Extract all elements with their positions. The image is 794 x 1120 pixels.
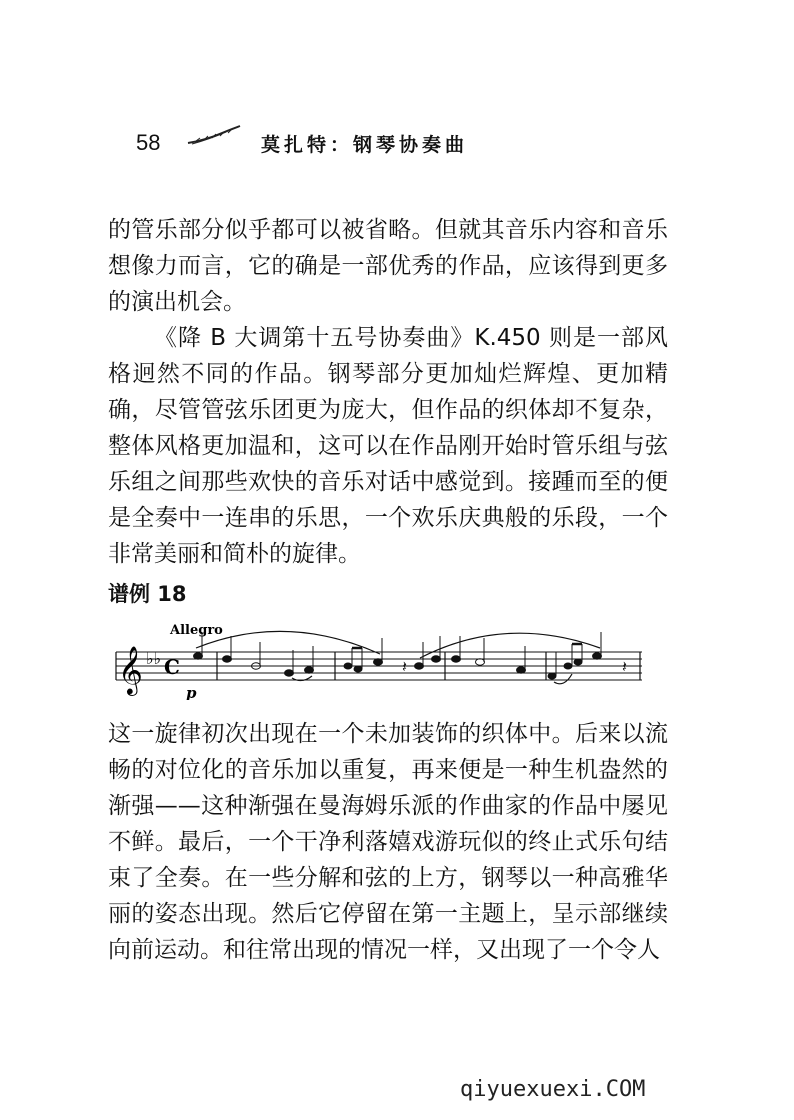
svg-text:𝄽: 𝄽: [622, 657, 627, 676]
tempo-marking: Allegro: [170, 623, 223, 638]
notes: [194, 632, 602, 679]
paragraph-3-block: [108, 716, 668, 968]
svg-text:𝄽: 𝄽: [402, 657, 407, 676]
running-title: 莫扎特：钢琴协奏曲: [261, 134, 469, 156]
music-example-label: 谱例 18: [108, 582, 187, 606]
treble-clef-icon: 𝄞: [118, 645, 143, 694]
slurs: [196, 631, 600, 683]
page-number: 58: [136, 130, 161, 155]
flat-key-signature-icon: ♭♭: [146, 649, 162, 668]
common-time-icon: C: [164, 655, 180, 679]
header-ornament: [186, 124, 246, 146]
paragraph-2-block: [108, 320, 668, 572]
watermark: qiyuexuexi.COM: [460, 1077, 646, 1102]
dynamic-marking: p: [186, 684, 197, 700]
paragraph-1-block: [108, 212, 668, 320]
paragraph-3: 这一旋律初次出现在一个未加装饰的织体中。后来以流畅的对位化的音乐加以重复，再来便是一种生机盎然的渐强——这种渐强在曼海姆乐派的作曲家的作品中屡见不鲜。最后，一个干净利落嬉戏游玩似的终止式乐句结束了全奏。在一些分解和弦的上方，钢琴以一种高雅华丽的姿态出现。然后它停留在第一主题上，呈示部继续向前运动。和往常出现的情况一样，又出现了一个令人: [108, 721, 668, 963]
music-score: [106, 618, 666, 700]
paragraph-2: 《降 B 大调第十五号协奏曲》K.450 则是一部风格迥然不同的作品。钢琴部分更加灿烂辉煌、更加精确，尽管管弦乐团更为庞大，但作品的织体却不复杂，整体风格更加温和，这可以在作品刚开始时管乐组与弦乐组之间那些欢快的音乐对话中感觉到。接踵而至的便是全奏中一连串的乐思，一个欢乐庆典般的乐段，一个非常美丽和简朴的旋律。: [108, 325, 668, 567]
paragraph-1: 的管乐部分似乎都可以被省略。但就其音乐内容和音乐想像力而言，它的确是一部优秀的作品，应该得到更多的演出机会。: [108, 217, 668, 315]
